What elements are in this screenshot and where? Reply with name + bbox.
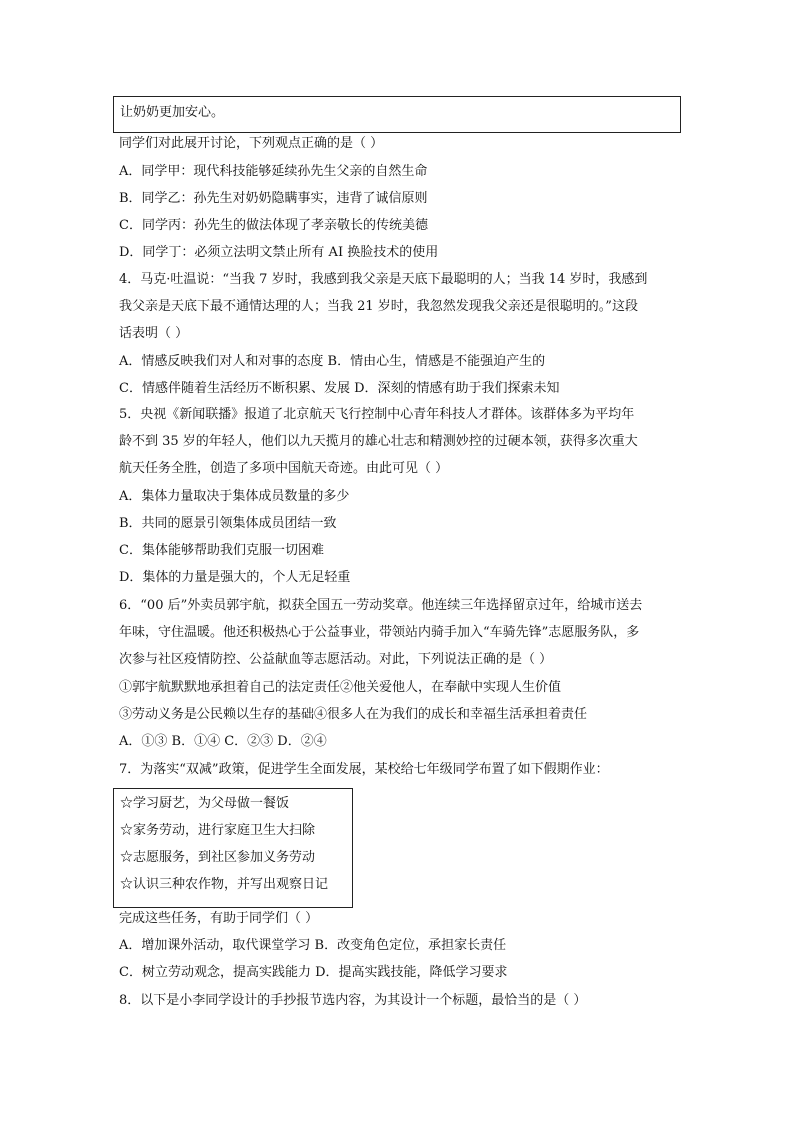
q7-task-1: ☆学习厨艺，为父母做一餐饭	[120, 796, 290, 811]
q5-stem-line-1: 5．央视《新闻联播》报道了北京航天飞行控制中心青年科技人才群体。该群体多为平均年	[119, 407, 635, 422]
q7-options-line-1: A．增加课外活动，取代课堂学习 B．改变角色定位，承担家长责任	[119, 938, 507, 953]
q7-options-line-2: C．树立劳动观念，提高实践能力 D．提高实践技能，降低学习要求	[119, 965, 508, 980]
q4-options-line-2: C．情感伴随着生活经历不断积累、发展 D．深刻的情感有助于我们探索未知	[119, 381, 560, 396]
q7-stem: 7．为落实“双减”政策，促进学生全面发展，某校给七年级同学布置了如下假期作业：	[119, 762, 609, 777]
q5-stem-line-2: 龄不到 35 岁的年轻人，他们以九天揽月的雄心壮志和精测妙控的过硬本领，获得多次重大	[119, 434, 638, 449]
q7-task-box	[113, 788, 353, 908]
q7-task-2: ☆家务劳动，进行家庭卫生大扫除	[120, 823, 316, 838]
material-text: 让奶奶更加安心。	[120, 105, 225, 120]
q7-follow: 完成这些任务，有助于同学们（ ）	[119, 911, 319, 926]
q5-option-b: B．共同的愿景引领集体成员团结一致	[119, 516, 337, 531]
q3-option-b: B．同学乙：孙先生对奶奶隐瞒事实，违背了诚信原则	[119, 191, 428, 206]
material-box	[113, 96, 681, 133]
q5-option-c: C．集体能够帮助我们克服一切困难	[119, 543, 324, 558]
q4-options-line-1: A．情感反映我们对人和对事的态度 B．情由心生，情感是不能强迫产生的	[119, 354, 546, 369]
q8-stem: 8．以下是小李同学设计的手抄报节选内容，为其设计一个标题，最恰当的是（ ）	[119, 993, 587, 1008]
q4-stem-line-3: 话表明（ ）	[119, 326, 189, 341]
q5-option-a: A．集体力量取决于集体成员数量的多少	[119, 489, 350, 504]
q6-stem-line-1: 6．“00 后”外卖员郭宇航，拟获全国五一劳动奖章。他连续三年选择留京过年，给城市送去	[119, 598, 643, 613]
q6-statements-line-2: ③劳动义务是公民赖以生存的基础④很多人在为我们的成长和幸福生活承担着责任	[119, 707, 588, 722]
q6-statements-line-1: ①郭宇航默默地承担着自己的法定责任②他关爱他人，在奉献中实现人生价值	[119, 680, 562, 695]
q5-stem-line-3: 航天任务全胜，创造了多项中国航天奇迹。由此可见（ ）	[119, 461, 449, 476]
q4-stem-line-1: 4．马克·吐温说：“当我 7 岁时，我感到我父亲是天底下最聪明的人；当我 14 岁时，我感到	[119, 272, 648, 287]
q6-stem-line-3: 次参与社区疫情防控、公益献血等志愿活动。对此，下列说法正确的是（ ）	[119, 652, 553, 667]
q3-option-a: A．同学甲：现代科技能够延续孙先生父亲的自然生命	[119, 164, 428, 179]
q3-option-d: D．同学丁：必须立法明文禁止所有 AI 换脸技术的使用	[119, 245, 439, 260]
q6-choices: A．①③ B．①④ C．②③ D．②④	[119, 734, 327, 749]
q3-option-c: C．同学丙：孙先生的做法体现了孝亲敬长的传统美德	[119, 218, 428, 233]
q6-stem-line-2: 年味，守住温暖。他还积极热心于公益事业，带领站内骑手加入“车骑先锋”志愿服务队，多	[119, 625, 640, 640]
q7-task-4: ☆认识三种农作物，并写出观察日记	[120, 877, 329, 892]
q5-option-d: D．集体的力量是强大的，个人无足轻重	[119, 570, 351, 585]
q3-stem: 同学们对此展开讨论，下列观点正确的是（ ）	[119, 136, 384, 151]
q7-task-3: ☆志愿服务，到社区参加义务劳动	[120, 850, 316, 865]
q4-stem-line-2: 我父亲是天底下最不通情达理的人；当我 21 岁时，我忽然发现我父亲还是很聪明的。”这段	[119, 299, 638, 314]
